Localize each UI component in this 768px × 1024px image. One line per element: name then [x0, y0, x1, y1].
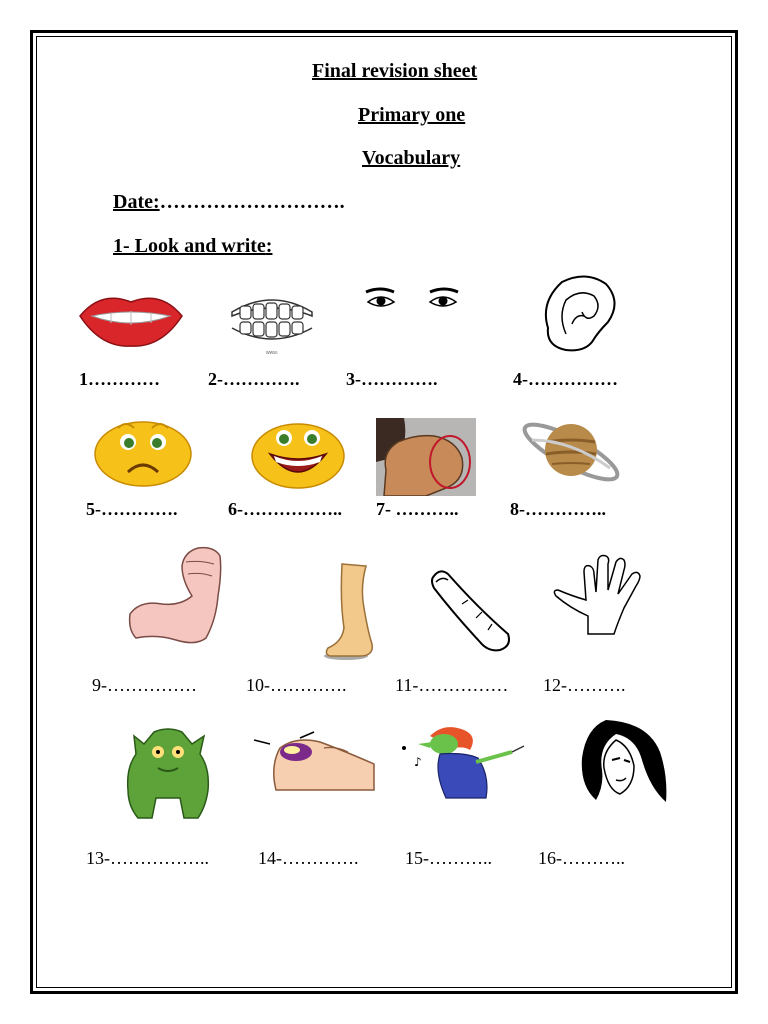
answer-blank-9[interactable]: 9-…………… — [92, 675, 197, 695]
answer-blank-4[interactable]: 4-…………… — [513, 369, 618, 389]
planet-icon — [518, 410, 624, 490]
answer-blank-6[interactable]: 6-…………….. — [228, 499, 342, 519]
nose-icon — [376, 418, 476, 496]
answer-blank-1[interactable]: 1………… — [79, 369, 160, 389]
answer-blank-11[interactable]: 11-…………… — [395, 675, 509, 695]
task-colon: : — [265, 235, 273, 257]
answer-blank-3[interactable]: 3-…………. — [346, 369, 438, 389]
svg-text:♪: ♪ — [414, 755, 422, 769]
answer-blank-14[interactable]: 14-…………. — [258, 848, 359, 868]
teeth-icon — [226, 282, 318, 358]
svg-text:www.: www. — [266, 350, 278, 356]
task-text: 1- Look and write — [113, 235, 266, 257]
date-label: Date: — [113, 191, 160, 213]
answer-blank-2[interactable]: 2-…………. — [208, 369, 300, 389]
answer-blank-10[interactable]: 10-…………. — [246, 675, 347, 695]
answer-blank-7[interactable]: 7- ……….. — [376, 499, 459, 519]
sheet-title: Final revision sheet — [312, 60, 478, 82]
lips-icon — [76, 286, 186, 350]
date-blank[interactable]: ………………………. — [159, 191, 345, 213]
task-instruction — [113, 235, 272, 258]
finger-icon — [428, 568, 514, 654]
monster-icon — [114, 718, 222, 822]
answer-blank-16[interactable]: 16-……….. — [538, 848, 625, 868]
topic-heading: Vocabulary — [362, 147, 461, 169]
ear-icon — [536, 272, 622, 354]
sad-face-icon — [92, 414, 194, 488]
answer-blank-15[interactable]: 15-……….. — [405, 848, 492, 868]
witch-icon — [400, 722, 532, 802]
big-nose-icon — [240, 726, 376, 796]
answer-blank-13[interactable]: 13-…………….. — [86, 848, 209, 868]
grade-level: Primary one — [358, 104, 466, 126]
answer-blank-8[interactable]: 8-………….. — [510, 499, 606, 519]
date-line — [113, 191, 345, 214]
answer-blank-12[interactable]: 12-………. — [543, 675, 626, 695]
happy-face-icon — [250, 418, 346, 490]
eyes-icon — [364, 284, 462, 320]
hair-icon — [576, 716, 670, 808]
hand-icon — [552, 552, 658, 636]
arm-icon — [126, 546, 226, 650]
leg-icon — [320, 562, 380, 662]
answer-blank-5[interactable]: 5-…………. — [86, 499, 178, 519]
